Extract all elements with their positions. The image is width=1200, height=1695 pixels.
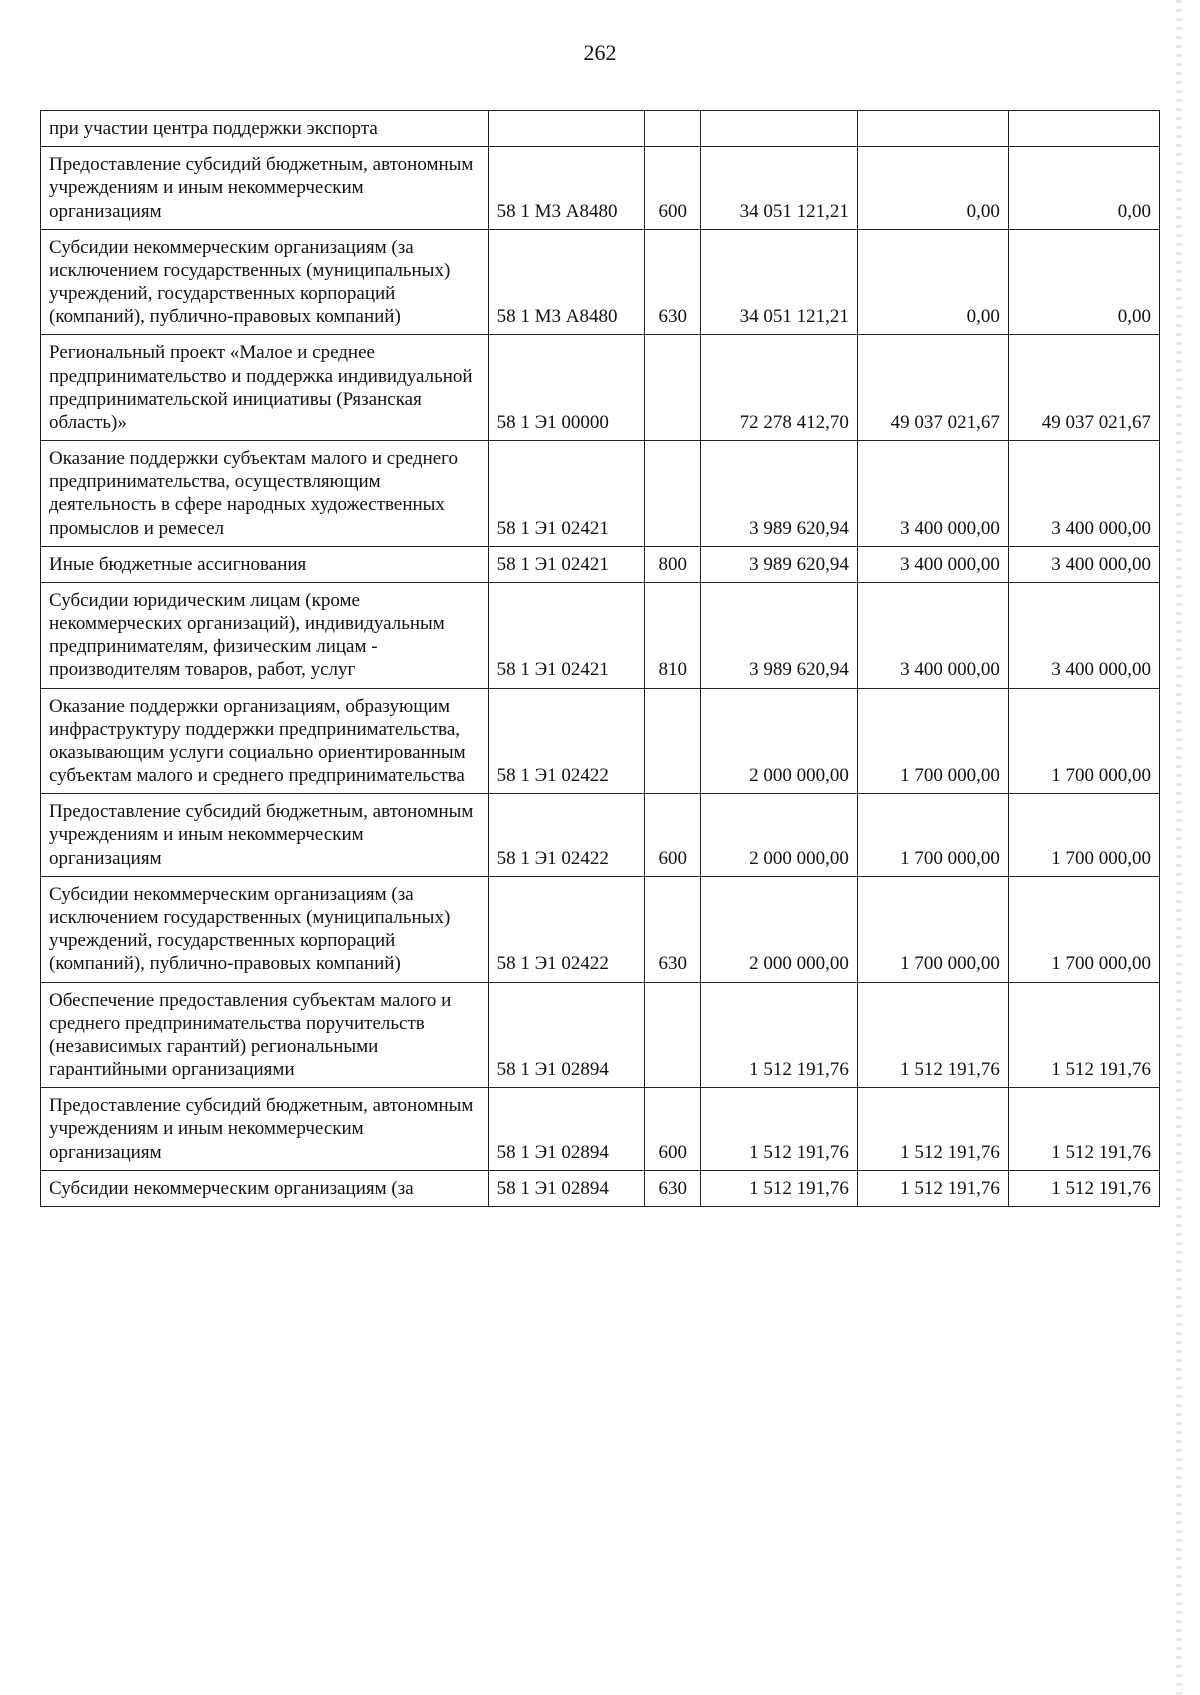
row-name-cell: при участии центра поддержки экспорта <box>41 111 489 147</box>
row-expense-type-cell: 810 <box>645 582 701 688</box>
row-code-cell: 58 1 М3 А8480 <box>488 229 645 335</box>
row-name-cell: Субсидии некоммерческим организациям (за исключением государственных (муниципальных) учреждений, государственных корпораций (компаний), публично-правовых компаний) <box>41 876 489 982</box>
row-code-cell: 58 1 Э1 02422 <box>488 876 645 982</box>
row-amount-year2-cell: 1 512 191,76 <box>857 1088 1008 1171</box>
row-name-cell: Субсидии некоммерческим организациям (за исключением государственных (муниципальных) учреждений, государственных корпораций (компаний), публично-правовых компаний) <box>41 229 489 335</box>
row-code-cell: 58 1 Э1 02894 <box>488 1170 645 1206</box>
row-amount-year3-cell <box>1008 111 1159 147</box>
row-code-cell: 58 1 Э1 02421 <box>488 546 645 582</box>
row-expense-type-cell: 630 <box>645 229 701 335</box>
row-amount-year2-cell: 1 700 000,00 <box>857 876 1008 982</box>
row-amount-year3-cell: 0,00 <box>1008 147 1159 230</box>
row-expense-type-cell: 630 <box>645 1170 701 1206</box>
table-row <box>41 229 1160 335</box>
table-row <box>41 147 1160 230</box>
row-amount-year1-cell: 1 512 191,76 <box>701 1088 858 1171</box>
row-amount-year3-cell: 3 400 000,00 <box>1008 441 1159 547</box>
row-amount-year1-cell: 3 989 620,94 <box>701 582 858 688</box>
row-name-cell: Оказание поддержки организациям, образующим инфраструктуру поддержки предпринимательства, оказывающим услуги социально ориентированным субъектам малого и среднего предпринимательства <box>41 688 489 794</box>
row-name-cell: Иные бюджетные ассигнования <box>41 546 489 582</box>
row-amount-year3-cell: 1 700 000,00 <box>1008 688 1159 794</box>
row-amount-year2-cell: 3 400 000,00 <box>857 546 1008 582</box>
table-row <box>41 876 1160 982</box>
row-amount-year2-cell <box>857 111 1008 147</box>
row-name-cell: Обеспечение предоставления субъектам малого и среднего предпринимательства поручительств (независимых гарантий) региональными гарантийными организациями <box>41 982 489 1088</box>
row-amount-year3-cell: 1 512 191,76 <box>1008 1170 1159 1206</box>
table-row <box>41 982 1160 1088</box>
row-code-cell: 58 1 Э1 00000 <box>488 335 645 441</box>
row-amount-year2-cell: 49 037 021,67 <box>857 335 1008 441</box>
row-code-cell: 58 1 Э1 02422 <box>488 794 645 877</box>
row-expense-type-cell: 630 <box>645 876 701 982</box>
row-amount-year1-cell: 2 000 000,00 <box>701 876 858 982</box>
scan-edge-artifact <box>1176 0 1182 1695</box>
row-name-cell: Субсидии некоммерческим организациям (за <box>41 1170 489 1206</box>
table-row <box>41 111 1160 147</box>
budget-table-container <box>40 110 1160 1207</box>
table-row <box>41 546 1160 582</box>
row-amount-year3-cell: 1 512 191,76 <box>1008 982 1159 1088</box>
row-code-cell: 58 1 Э1 02894 <box>488 982 645 1088</box>
table-row <box>41 1170 1160 1206</box>
budget-table-body <box>41 111 1160 1207</box>
row-amount-year3-cell: 3 400 000,00 <box>1008 582 1159 688</box>
row-name-cell: Предоставление субсидий бюджетным, автономным учреждениям и иным некоммерческим организациям <box>41 147 489 230</box>
row-amount-year2-cell: 3 400 000,00 <box>857 582 1008 688</box>
row-amount-year2-cell: 1 512 191,76 <box>857 1170 1008 1206</box>
row-expense-type-cell <box>645 982 701 1088</box>
row-amount-year1-cell: 1 512 191,76 <box>701 982 858 1088</box>
page-number: 262 <box>583 40 617 65</box>
row-amount-year1-cell: 72 278 412,70 <box>701 335 858 441</box>
row-code-cell: 58 1 Э1 02894 <box>488 1088 645 1171</box>
row-amount-year2-cell: 0,00 <box>857 229 1008 335</box>
row-amount-year3-cell: 1 700 000,00 <box>1008 794 1159 877</box>
row-name-cell: Региональный проект «Малое и среднее предпринимательство и поддержка индивидуальной предпринимательской инициативы (Рязанская область)» <box>41 335 489 441</box>
table-row <box>41 688 1160 794</box>
row-amount-year2-cell: 3 400 000,00 <box>857 441 1008 547</box>
row-amount-year2-cell: 1 512 191,76 <box>857 982 1008 1088</box>
row-expense-type-cell <box>645 688 701 794</box>
row-code-cell: 58 1 Э1 02422 <box>488 688 645 794</box>
row-expense-type-cell <box>645 111 701 147</box>
table-row <box>41 335 1160 441</box>
row-name-cell: Предоставление субсидий бюджетным, автономным учреждениям и иным некоммерческим организациям <box>41 794 489 877</box>
row-code-cell: 58 1 М3 А8480 <box>488 147 645 230</box>
row-amount-year1-cell: 34 051 121,21 <box>701 147 858 230</box>
budget-table <box>40 110 1160 1207</box>
row-expense-type-cell: 600 <box>645 147 701 230</box>
row-amount-year2-cell: 0,00 <box>857 147 1008 230</box>
row-amount-year2-cell: 1 700 000,00 <box>857 688 1008 794</box>
row-amount-year2-cell: 1 700 000,00 <box>857 794 1008 877</box>
table-row <box>41 582 1160 688</box>
row-amount-year3-cell: 3 400 000,00 <box>1008 546 1159 582</box>
row-expense-type-cell: 800 <box>645 546 701 582</box>
row-amount-year3-cell: 0,00 <box>1008 229 1159 335</box>
row-amount-year3-cell: 1 512 191,76 <box>1008 1088 1159 1171</box>
row-expense-type-cell: 600 <box>645 1088 701 1171</box>
table-row <box>41 1088 1160 1171</box>
row-amount-year1-cell: 2 000 000,00 <box>701 794 858 877</box>
row-code-cell: 58 1 Э1 02421 <box>488 441 645 547</box>
row-code-cell <box>488 111 645 147</box>
row-amount-year1-cell: 34 051 121,21 <box>701 229 858 335</box>
row-expense-type-cell <box>645 441 701 547</box>
row-amount-year3-cell: 1 700 000,00 <box>1008 876 1159 982</box>
row-amount-year3-cell: 49 037 021,67 <box>1008 335 1159 441</box>
row-amount-year1-cell: 1 512 191,76 <box>701 1170 858 1206</box>
row-amount-year1-cell: 3 989 620,94 <box>701 441 858 547</box>
row-name-cell: Субсидии юридическим лицам (кроме некоммерческих организаций), индивидуальным предпринимателям, физическим лицам - производителям товаров, работ, услуг <box>41 582 489 688</box>
row-expense-type-cell: 600 <box>645 794 701 877</box>
row-expense-type-cell <box>645 335 701 441</box>
row-code-cell: 58 1 Э1 02421 <box>488 582 645 688</box>
row-amount-year1-cell: 2 000 000,00 <box>701 688 858 794</box>
row-amount-year1-cell: 3 989 620,94 <box>701 546 858 582</box>
row-name-cell: Предоставление субсидий бюджетным, автономным учреждениям и иным некоммерческим организациям <box>41 1088 489 1171</box>
row-amount-year1-cell <box>701 111 858 147</box>
row-name-cell: Оказание поддержки субъектам малого и среднего предпринимательства, осуществляющим деятельность в сфере народных художественных промыслов и ремесел <box>41 441 489 547</box>
table-row <box>41 794 1160 877</box>
table-row <box>41 441 1160 547</box>
